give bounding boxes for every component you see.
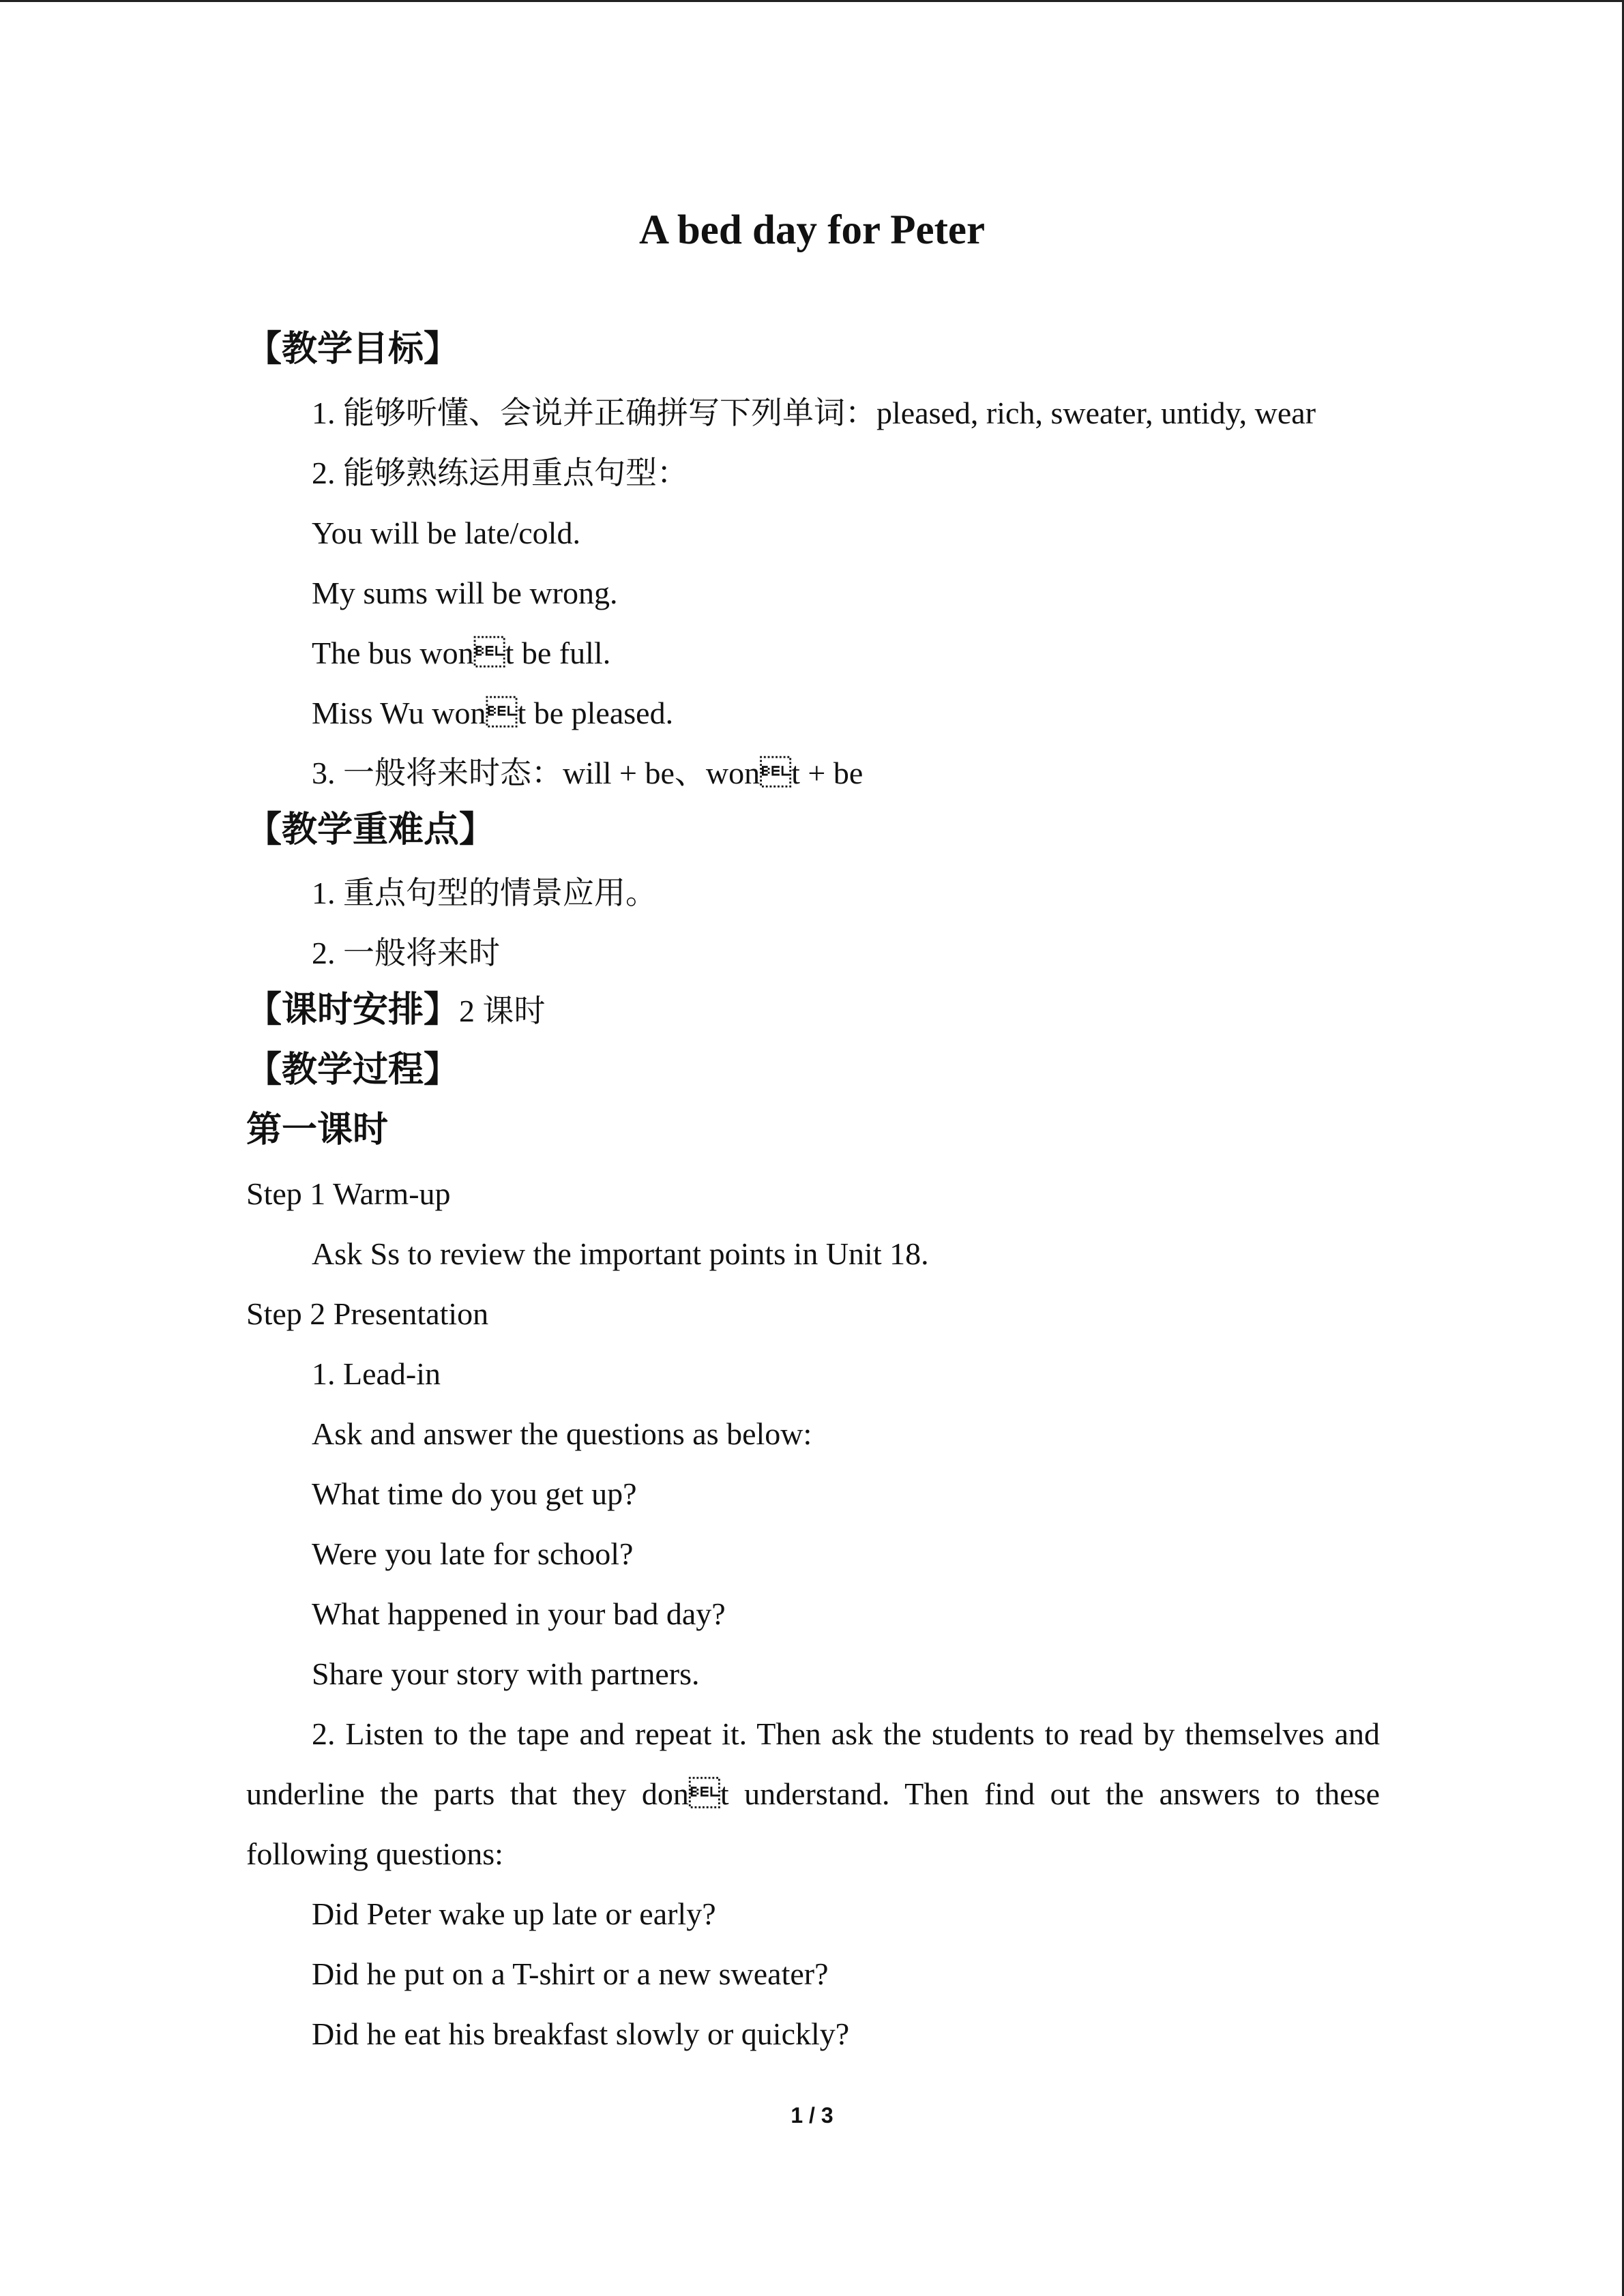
listen-paragraph-line-3: following questions: [246, 1836, 503, 1871]
listen-paragraph-line-2: underline the parts that they dont understand. Then find out the answers to these [246, 1776, 1380, 1811]
section-heading-goals: 【教学目标】 [246, 329, 460, 370]
key-point-1: 1. 重点句型的情景应用。 [312, 876, 657, 910]
document-title: A bed day for Peter [638, 207, 986, 253]
listen-paragraph-line-1: 2. Listen to the tape and repeat it. Then ask the students to read by themselves and [312, 1716, 1380, 1751]
step-1-body: Ask Ss to review the important points in Unit 18. [312, 1236, 929, 1271]
goal-item-3: 3. 一般将来时态：will + be、wont + be [312, 756, 863, 790]
listen-question-3: Did he eat his breakfast slowly or quickly? [312, 2016, 850, 2051]
key-point-2: 2. 一般将来时 [312, 936, 500, 970]
section-heading-key-points: 【教学重难点】 [246, 809, 495, 850]
goal-item-2: 2. 能够熟练运用重点句型： [312, 456, 688, 490]
sentence-1: You will be late/cold. [312, 516, 580, 550]
lead-in-label: 1. Lead-in [312, 1356, 441, 1391]
schedule-label: 【课时安排】 [246, 989, 460, 1030]
step-1-title: Step 1 Warm-up [246, 1176, 451, 1211]
step-2-title: Step 2 Presentation [246, 1296, 489, 1331]
lead-in-question-4: Share your story with partners. [312, 1656, 700, 1691]
lead-in-question-1: What time do you get up? [312, 1476, 637, 1511]
lead-in-question-2: Were you late for school? [312, 1536, 634, 1571]
schedule-value: 2 课时 [459, 994, 546, 1028]
sentence-3: The bus wont be full. [312, 636, 611, 670]
listen-question-2: Did he put on a T-shirt or a new sweater? [312, 1956, 829, 1991]
lead-in-question-3: What happened in your bad day? [312, 1596, 726, 1631]
page-number: 1 / 3 [791, 2103, 833, 2128]
sentence-2: My sums will be wrong. [312, 576, 618, 610]
section-heading-schedule [246, 987, 546, 1034]
sentence-4: Miss Wu wont be pleased. [312, 696, 674, 730]
section-heading-process: 【教学过程】 [246, 1049, 460, 1090]
lead-in-intro: Ask and answer the questions as below: [312, 1416, 812, 1451]
listen-question-1: Did Peter wake up late or early? [312, 1896, 716, 1931]
goal-item-1: 1. 能够听懂、会说并正确拼写下列单词：pleased, rich, sweater, untidy, wear [312, 396, 1316, 430]
lesson-heading: 第一课时 [246, 1109, 389, 1150]
page-border-top [0, 0, 1624, 2]
